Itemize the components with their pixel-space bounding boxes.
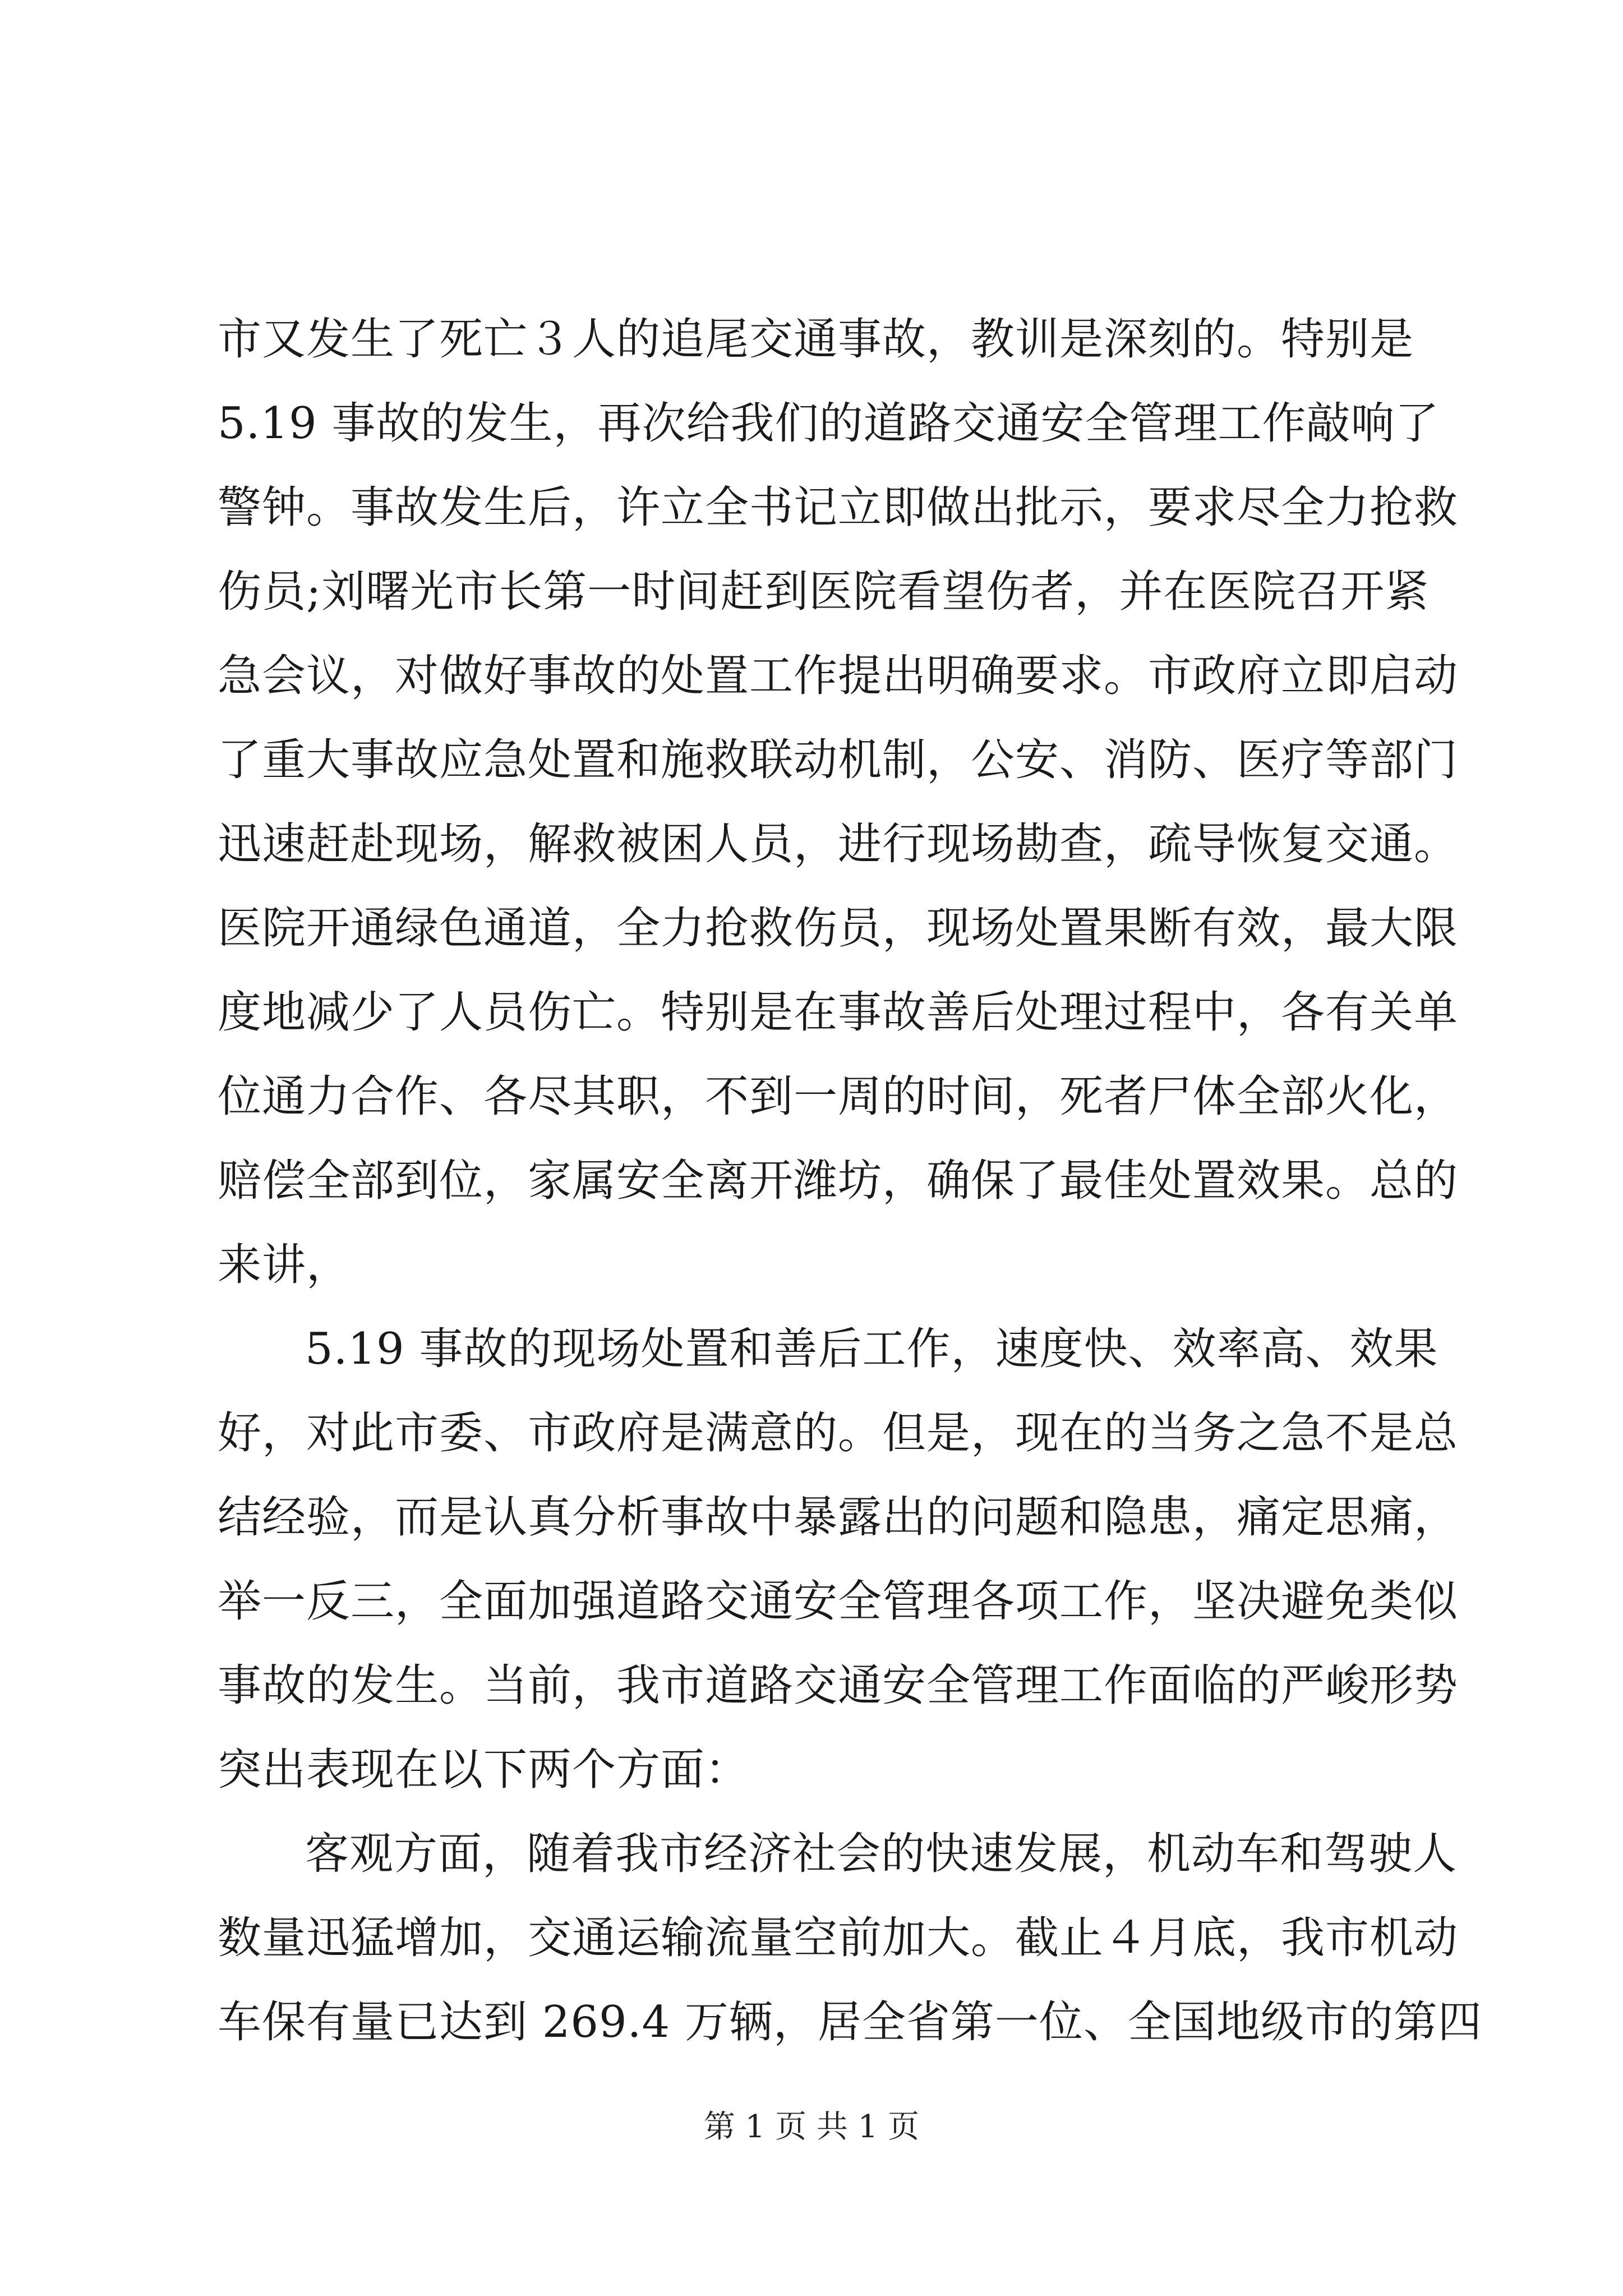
text-line: 车保有量已达到 269.4 万辆，居全省第一位、全国地级市的第四 — [218, 1997, 1482, 2047]
text-line: 医院开通绿色通道，全力抢救伤员，现场处置果断有效，最大限 — [218, 903, 1459, 954]
text-line: 了重大事故应急处置和施救联动机制，公安、消防、医疗等部门 — [218, 735, 1459, 785]
text-line: 客观方面，随着我市经济社会的快速发展，机动车和驾驶人 — [305, 1829, 1458, 1879]
text-line: 好，对此市委、市政府是满意的。但是，现在的当务之急不是总 — [218, 1408, 1459, 1458]
text-line: 举一反三，全面加强道路交通安全管理各项工作，坚决避免类似 — [218, 1576, 1459, 1627]
page-number: 第 1 页 共 1 页 — [703, 2109, 920, 2145]
document-body — [218, 297, 1482, 2064]
page-footer — [0, 2105, 1623, 2150]
text-line: 伤员;刘曙光市长第一时间赶到医院看望伤者，并在医院召开紧 — [218, 567, 1430, 617]
text-line: 位通力合作、各尽其职，不到一周的时间，死者尸体全部火化， — [218, 1071, 1459, 1122]
text-line: 5.19 事故的现场处置和善后工作，速度快、效率高、效果 — [305, 1324, 1438, 1374]
text-line: 5.19 事故的发生，再次给我们的道路交通安全管理工作敲响了 — [218, 398, 1440, 449]
text-line: 结经验，而是认真分析事故中暴露出的问题和隐患，痛定思痛， — [218, 1492, 1459, 1543]
paragraph-3 — [218, 1812, 1482, 2064]
text-line: 突出表现在以下两个方面： — [218, 1745, 750, 1795]
text-line: 急会议，对做好事故的处置工作提出明确要求。市政府立即启动 — [218, 651, 1459, 701]
text-line: 警钟。事故发生后，许立全书记立即做出批示，要求尽全力抢救 — [218, 482, 1459, 533]
text-line: 事故的发生。当前，我市道路交通安全管理工作面临的严峻形势 — [218, 1660, 1459, 1711]
text-line: 迅速赶赴现场，解救被困人员，进行现场勘查，疏导恢复交通。 — [218, 819, 1459, 869]
text-line: 市又发生了死亡３人的追尾交通事故，教训是深刻的。特别是 — [218, 314, 1414, 365]
text-line: 来讲， — [218, 1240, 351, 1290]
paragraph-1 — [218, 297, 1459, 1307]
text-line: 数量迅猛增加，交通运输流量空前加大。截止４月底，我市机动 — [218, 1913, 1459, 1963]
paragraph-2 — [218, 1307, 1459, 1812]
text-line: 赔偿全部到位，家属安全离开潍坊，确保了最佳处置效果。总的 — [218, 1156, 1459, 1206]
text-line: 度地减少了人员伤亡。特别是在事故善后处理过程中，各有关单 — [218, 987, 1459, 1038]
